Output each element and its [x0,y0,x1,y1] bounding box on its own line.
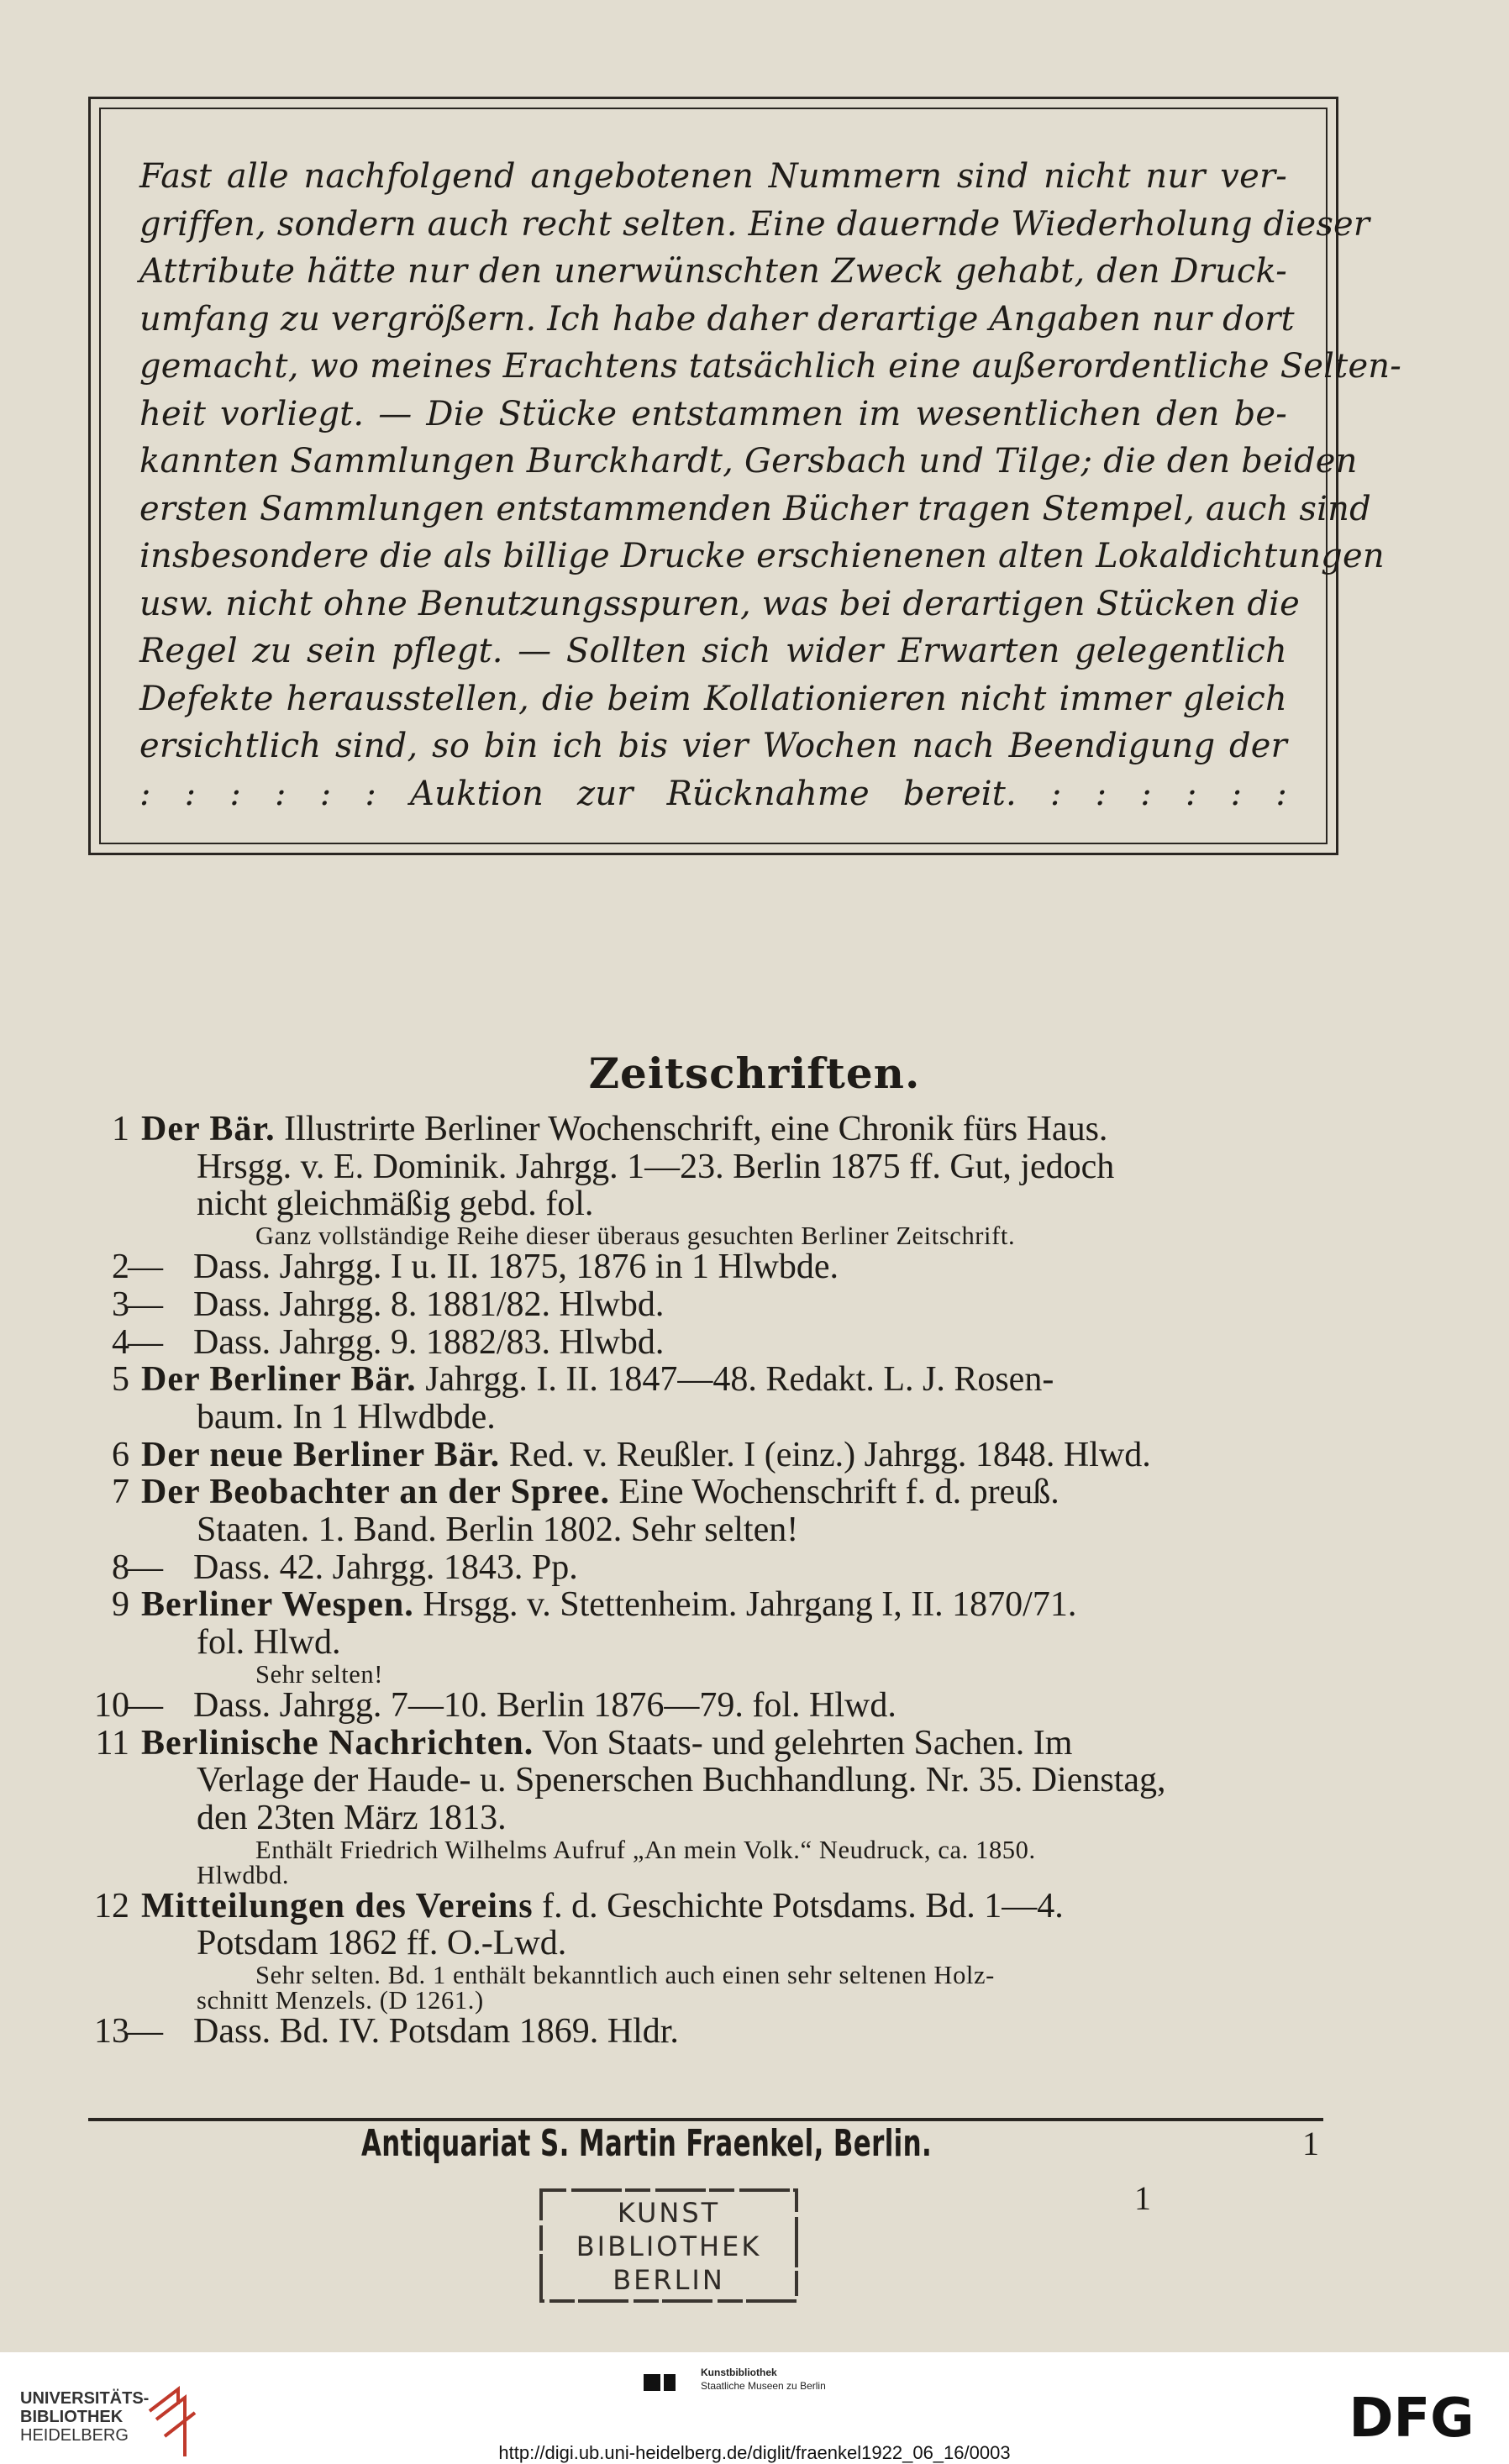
page-number: 1 [1302,2125,1319,2162]
handwritten-number: 1 [1134,2179,1151,2217]
kb-line-2: Staatliche Museen zu Berlin [701,2380,826,2392]
entry-note: Sehr selten. Bd. 1 enthält bekanntlich auch einen sehr seltenen Holz- [255,1961,995,1990]
notice-line: gemacht, wo meines Erachtens tatsächlich eine außerordentliche Selten- [139,347,1401,386]
notice-line: insbesondere die als billige Drucke erschienenen alten Lokaldichtungen [139,537,1385,575]
catalog-entry [77,1474,1338,1548]
catalog-entry [77,2013,1338,2051]
catalog-entry [77,1437,1338,1474]
catalog-entry [77,1687,1338,1725]
notice-line: ersichtlich sind, so bin ich bis vier Wochen nach Beendigung der [139,727,1287,765]
entry-text: Von Staats- und gelehrten Sachen. Im [542,1723,1073,1763]
entry-number: 12 [94,1886,129,1925]
catalog-entry [77,1361,1338,1436]
entry-note: schnitt Menzels. (D 1261.) [197,1986,484,2015]
entry-number: 7 [112,1473,129,1512]
notice-line: Attribute hätte nur den unerwünschten Zweck gehabt, den Druck- [139,252,1287,291]
entry-text: Dass. Jahrgg. I u. II. 1875, 1876 in 1 Hlwbde. [193,1248,839,1287]
kunstbibliothek-logo-icon [642,2367,692,2398]
catalog-entries [77,1111,1338,2051]
entry-title: Der Beobachter an der Spree. [141,1473,611,1512]
entry-number: 1 [112,1110,129,1148]
notice-line: ersten Sammlungen entstammenden Bücher tragen Stempel, auch sind [139,489,1371,528]
ditto-dash: — [128,2012,163,2052]
ditto-dash: — [128,1685,163,1725]
notice-line: kannten Sammlungen Burckhardt, Gersbach und Tilge; die den beiden [139,442,1358,481]
ditto-dash: — [128,1248,163,1287]
catalog-entry [77,1549,1338,1587]
entry-title: Berliner Wespen. [141,1585,414,1625]
entry-continuation: nicht gleichmäßig gebd. fol. [197,1185,594,1224]
kunstbibliothek-label [701,2366,826,2393]
notice-line: usw. nicht ohne Benutzungsspuren, was bei derartigen Stücken die [139,584,1300,623]
entry-number: 3 [112,1285,129,1324]
ditto-dash: — [128,1322,163,1362]
entry-continuation: fol. Hlwd. [197,1623,341,1663]
entry-note: Enthält Friedrich Wilhelms Aufruf „An mein Volk.“ Neudruck, ca. 1850. [255,1835,1036,1864]
svg-text:DFG: DFG [1349,2388,1475,2450]
entry-number: 9 [112,1585,129,1625]
notice-line: Regel zu sein pflegt. — Sollten sich wider Erwarten gelegentlich [139,632,1287,670]
ub-heidelberg-label [20,2389,149,2445]
ub-line-1: UNIVERSITÄTS- [20,2389,150,2408]
footer-rule [88,2118,1323,2121]
entry-text: Dass. 42. Jahrgg. 1843. Pp. [193,1547,578,1587]
entry-title: Der neue Berliner Bär. [141,1435,501,1474]
catalog-entry [77,1248,1338,1286]
entry-text: Dass. Bd. IV. Potsdam 1869. Hldr. [193,2012,679,2052]
entry-text: Illustrirte Berliner Wochenschrift, eine Chronik fürs Haus. [284,1110,1108,1148]
entry-number: 5 [112,1360,129,1400]
entry-continuation: Hrsgg. v. E. Dominik. Jahrgg. 1—23. Berlin 1875 ff. Gut, jedoch [197,1147,1115,1186]
entry-title: Der Bär. [141,1110,276,1148]
notice-line: griffen, sondern auch recht selten. Eine dauernde Wiederholung dieser [139,204,1370,244]
source-url-link[interactable]: http://digi.ub.uni-heidelberg.de/diglit/fraenkel1922_06_16/0003 [498,2442,1011,2463]
entry-number: 6 [112,1435,129,1474]
entry-note: Sehr selten! [255,1659,384,1689]
entry-text: Red. v. Reußler. I (einz.) Jahrgg. 1848. Hlwd. [508,1435,1151,1474]
entry-number: 11 [95,1723,129,1763]
entry-continuation: Verlage der Haude- u. Spenerschen Buchhandlung. Nr. 35. Dienstag, [197,1761,1166,1800]
catalog-entry [77,1725,1338,1888]
notice-line: Fast alle nachfolgend angebotenen Nummern sind nicht nur ver- [139,157,1287,196]
entry-title: Der Berliner Bär. [141,1360,417,1400]
catalog-entry [77,1286,1338,1324]
notice-line: Defekte herausstellen, die beim Kollationieren nicht immer gleich [139,679,1287,718]
entry-number: 2 [112,1248,129,1287]
svg-text:BERLIN: BERLIN [613,2264,725,2296]
ub-line-3: HEIDELBERG [20,2426,129,2445]
svg-text:KUNST: KUNST [617,2197,721,2229]
notice-line: heit vorliegt. — Die Stücke entstammen im wesentlichen den be- [139,394,1287,433]
notice-line: : : : : : : Auktion zur Rücknahme bereit. : : : : : : [139,774,1287,813]
section-title: Zeitschriften. [588,1048,921,1098]
entry-text: f. d. Geschichte Potsdams. Bd. 1—4. [542,1886,1064,1925]
entry-title: Mitteilungen des Vereins [141,1886,534,1925]
catalog-entry [77,1888,1338,2013]
entry-text: Dass. Jahrgg. 7—10. Berlin 1876—79. fol. Hlwd. [193,1685,896,1725]
notice-text [139,153,1401,817]
entry-note: Ganz vollständige Reihe dieser überaus gesuchten Berliner Zeitschrift. [255,1221,1016,1251]
catalog-entry [77,1110,1338,1251]
entry-continuation: Potsdam 1862 ff. O.-Lwd. [197,1924,567,1963]
svg-text:BIBLIOTHEK: BIBLIOTHEK [576,2230,762,2262]
kb-line-1: Kunstbibliothek [701,2367,777,2378]
catalog-entry [77,1324,1338,1362]
library-stamp [529,2182,808,2309]
ditto-dash: — [128,1285,163,1324]
publisher-footer: Antiquariat S. Martin Fraenkel, Berlin. [361,2122,933,2165]
entry-continuation: baum. In 1 Hlwdbde. [197,1397,496,1437]
entry-text: Dass. Jahrgg. 8. 1881/82. Hlwbd. [193,1285,665,1324]
notice-line: umfang zu vergrößern. Ich habe daher derartige Angaben nur dort [139,299,1295,339]
entry-number: 4 [112,1322,129,1362]
entry-text: Eine Wochenschrift f. d. preuß. [618,1473,1059,1512]
ditto-dash: — [128,1547,163,1587]
entry-continuation: den 23ten März 1813. [197,1798,507,1837]
entry-text: Hrsgg. v. Stettenheim. Jahrgang I, II. 1870/71. [423,1585,1077,1625]
ub-line-2: BIBLIOTHEK [20,2408,124,2426]
entry-continuation: Staaten. 1. Band. Berlin 1802. Sehr selten! [197,1510,799,1550]
entry-text: Jahrgg. I. II. 1847—48. Redakt. L. J. Rosen- [425,1360,1054,1400]
entry-number: 8 [112,1547,129,1587]
catalog-entry [77,1585,1338,1689]
entry-number: 13 [94,2012,129,2052]
entry-title: Berlinische Nachrichten. [141,1723,534,1763]
entry-text: Dass. Jahrgg. 9. 1882/83. Hlwbd. [193,1322,665,1362]
entry-number: 10 [94,1685,129,1725]
entry-note: Hlwdbd. [197,1860,290,1889]
notice-box [88,97,1401,855]
